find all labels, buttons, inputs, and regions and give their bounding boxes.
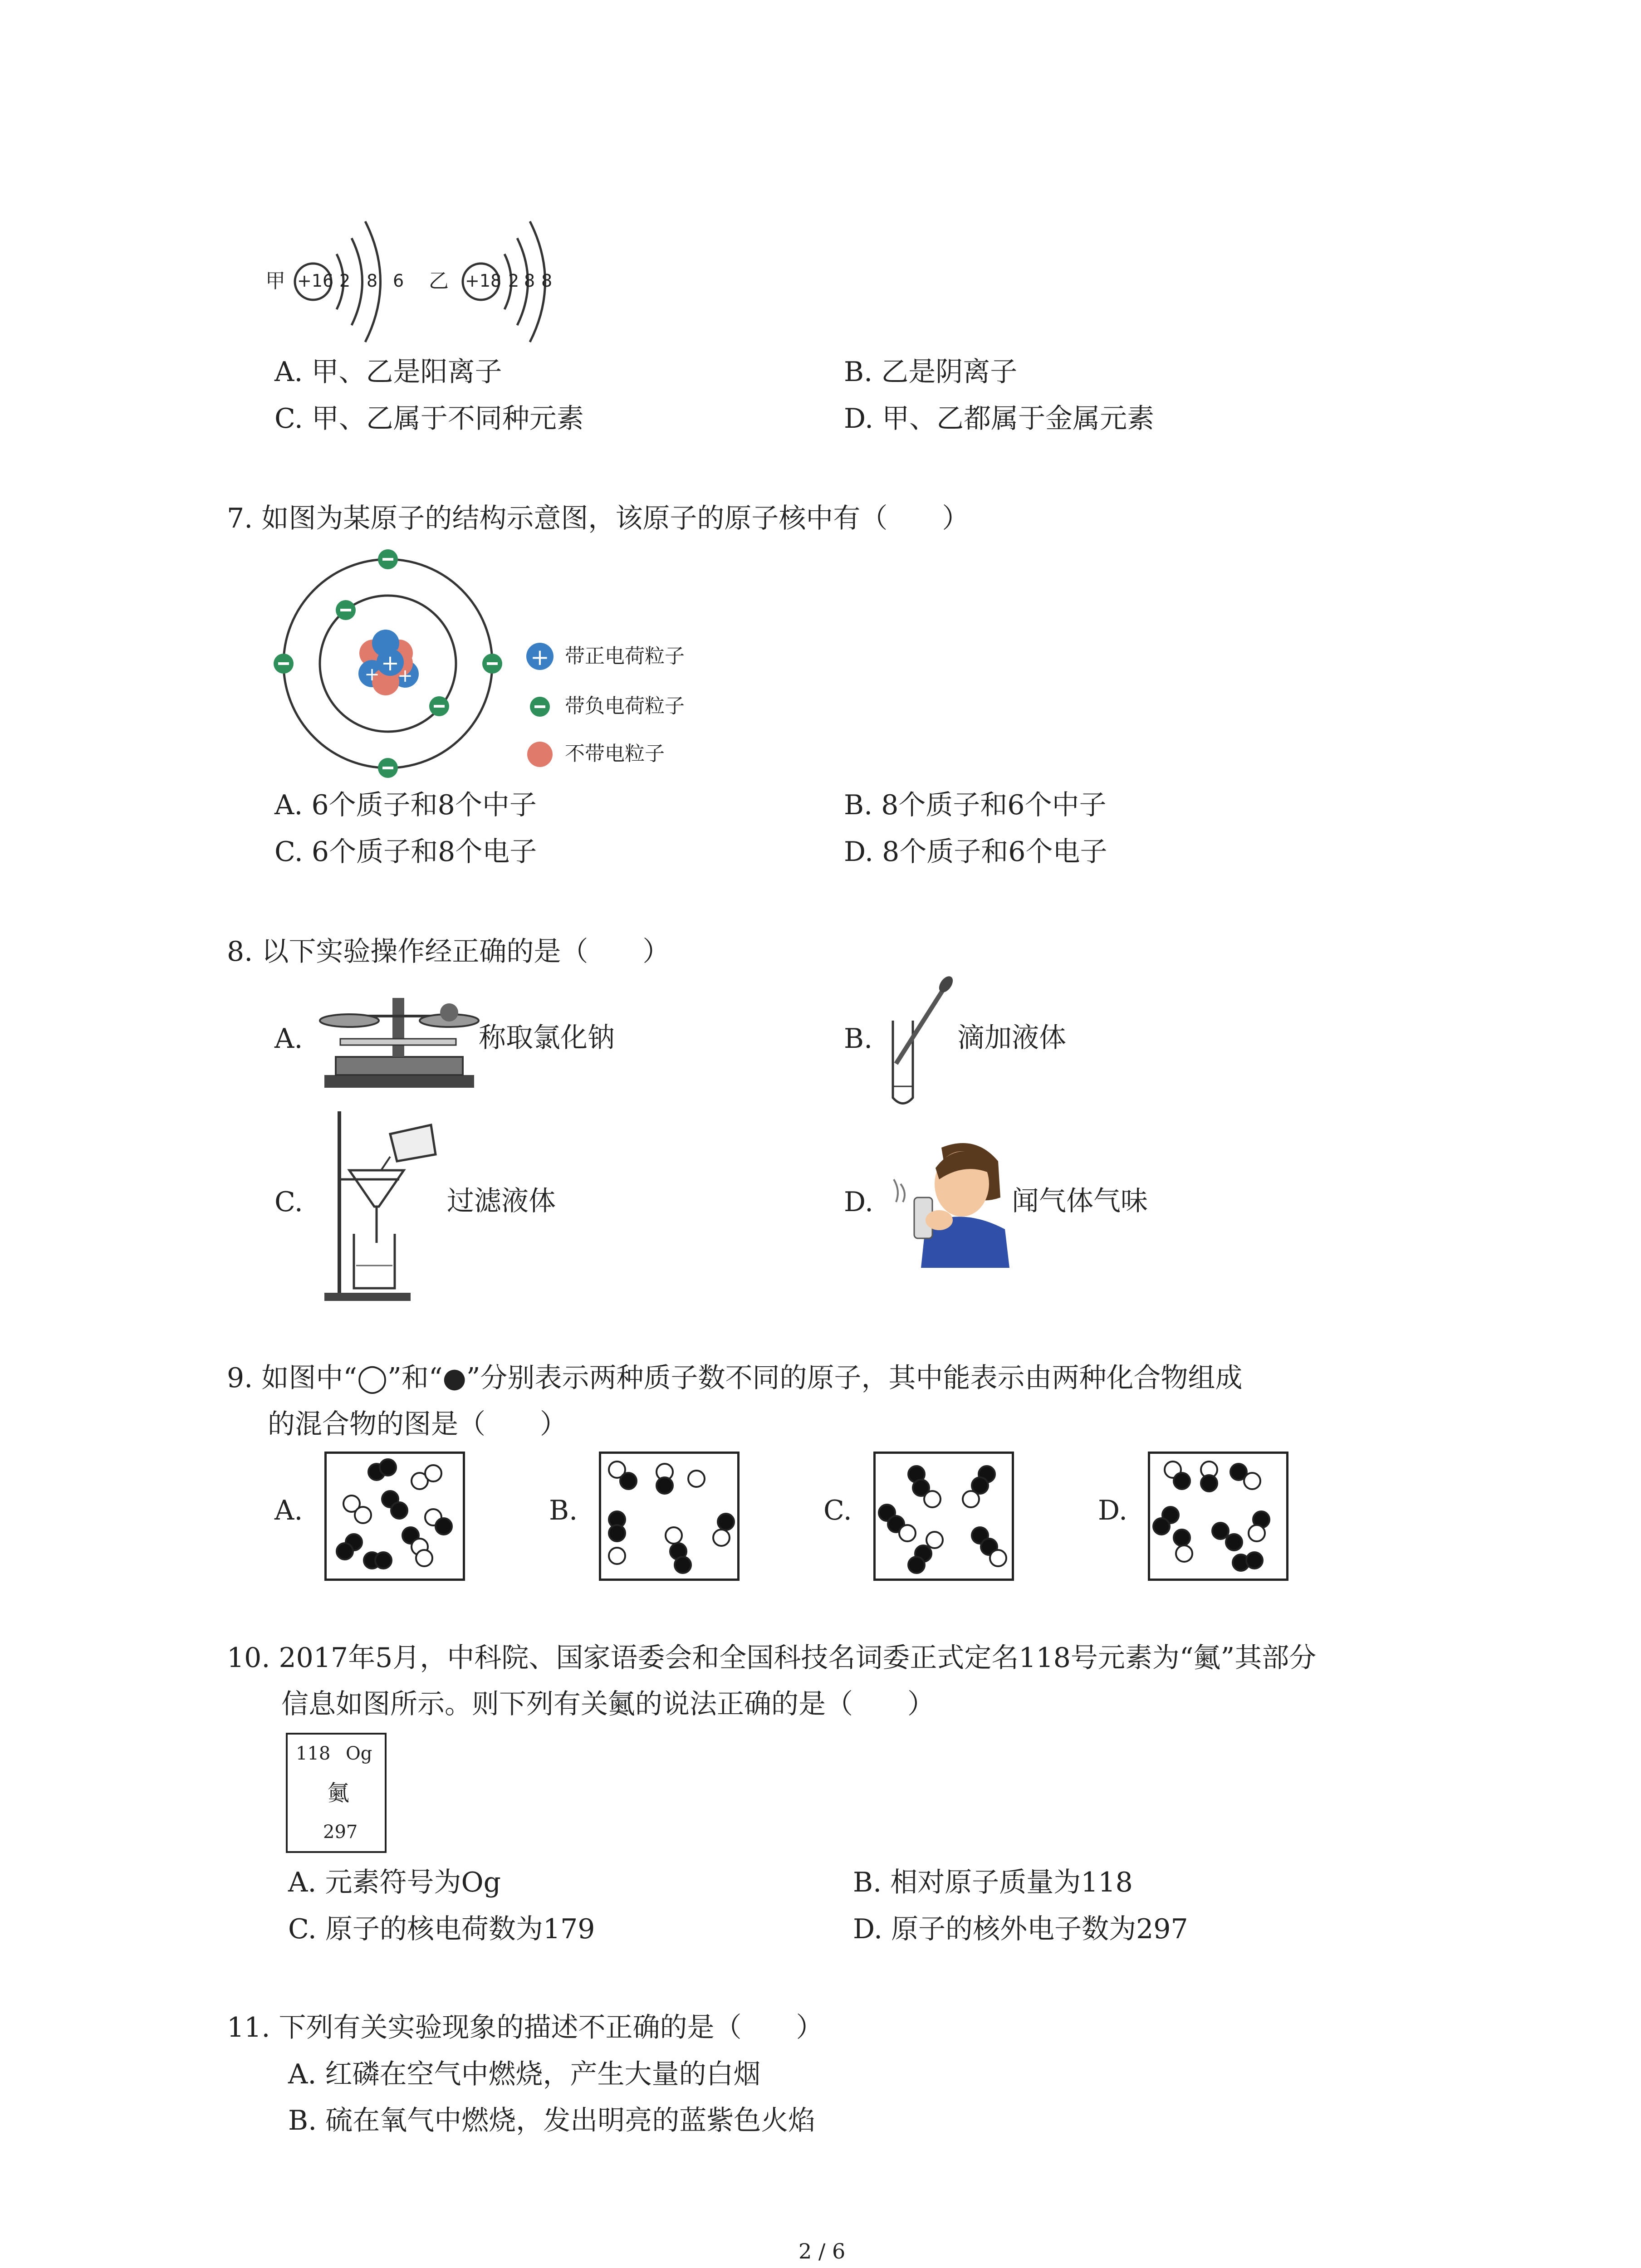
q9-stem-line1: 9. 如图中“◯”和“●”分别表示两种质子数不同的原子，其中能表示由两种化合物组成 <box>227 1362 1243 1394</box>
svg-text:+: + <box>364 664 380 685</box>
q9-option-d[interactable]: D. <box>1098 1495 1128 1526</box>
element-card <box>286 1733 387 1853</box>
q10-option-b[interactable]: B. 相对原子质量为118 <box>853 1867 1133 1898</box>
q8-option-a-letter[interactable]: A. <box>274 1023 303 1055</box>
q6-yi-e2: 8 <box>524 271 535 291</box>
q6-option-a[interactable]: A. 甲、乙是阳离子 <box>274 356 502 388</box>
q6-option-c[interactable]: C. 甲、乙属于不同种元素 <box>274 403 584 435</box>
q8-option-d-letter[interactable]: D. <box>844 1186 874 1218</box>
q6-jia-e1: 2 <box>339 271 351 291</box>
q6-jia-e2: 8 <box>367 271 378 291</box>
q8-option-c[interactable]: 过滤液体 <box>447 1185 556 1217</box>
q8-option-c-letter[interactable]: C. <box>274 1186 303 1218</box>
q7-stem: 7. 如图为某原子的结构示意图，该原子的原子核中有（ ） <box>227 503 970 534</box>
element-number: 118 <box>296 1743 331 1764</box>
q7-option-a[interactable]: A. 6个质子和8个中子 <box>274 789 537 821</box>
q7-legend-neutral: 不带电粒子 <box>565 742 665 765</box>
q6-yi-label: 乙 <box>429 269 449 293</box>
q6-yi-e1: 2 <box>508 271 519 291</box>
q6-yi-nucleus: +18 <box>465 271 502 291</box>
q9-option-a[interactable]: A. <box>274 1495 303 1526</box>
q11-stem: 11. 下列有关实验现象的描述不正确的是（ ） <box>227 2012 823 2043</box>
q10-stem-line1: 10. 2017年5月，中科院、国家语委会和全国科技名词委正式定名118号元素为“鿫”其部分 <box>227 1642 1317 1674</box>
svg-text:+: + <box>397 665 413 686</box>
q8-option-d[interactable]: 闻气体气味 <box>1012 1185 1148 1217</box>
q9-stem-line2: 的混合物的图是（ ） <box>268 1408 567 1440</box>
q11-option-a[interactable]: A. 红磷在空气中燃烧，产生大量的白烟 <box>288 2058 761 2090</box>
q8-stem: 8. 以下实验操作经正确的是（ ） <box>227 936 670 968</box>
q9-option-c[interactable]: C. <box>823 1495 852 1526</box>
element-symbol: Og <box>346 1743 372 1764</box>
q7-option-b[interactable]: B. 8个质子和6个中子 <box>844 789 1107 821</box>
svg-text:+: + <box>530 644 549 670</box>
q10-option-a[interactable]: A. 元素符号为Og <box>288 1867 501 1898</box>
q9-option-b[interactable]: B. <box>549 1495 578 1526</box>
page-number: 2 / 6 <box>798 2239 846 2263</box>
q10-stem-line2: 信息如图所示。则下列有关鿫的说法正确的是（ ） <box>281 1688 935 1720</box>
q10-option-d[interactable]: D. 原子的核外电子数为297 <box>853 1913 1188 1945</box>
q7-legend-negative: 带负电荷粒子 <box>565 694 685 718</box>
q6-jia-e3: 6 <box>393 271 404 291</box>
q6-option-b[interactable]: B. 乙是阴离子 <box>844 356 1018 388</box>
q7-option-c[interactable]: C. 6个质子和8个电子 <box>274 836 537 868</box>
element-name: 鿫 <box>328 1780 350 1806</box>
q7-legend-positive: 带正电荷粒子 <box>565 645 685 668</box>
q11-option-b[interactable]: B. 硫在氧气中燃烧，发出明亮的蓝紫色火焰 <box>288 2105 816 2136</box>
q6-yi-e3: 8 <box>541 271 553 291</box>
q6-jia-label: 甲 <box>265 269 285 293</box>
q8-option-a[interactable]: 称取氯化钠 <box>479 1022 615 1054</box>
svg-text:+: + <box>381 650 400 676</box>
q10-option-c[interactable]: C. 原子的核电荷数为179 <box>288 1913 595 1945</box>
q7-option-d[interactable]: D. 8个质子和6个电子 <box>844 836 1107 868</box>
q6-option-d[interactable]: D. 甲、乙都属于金属元素 <box>844 403 1155 435</box>
q8-option-b-letter[interactable]: B. <box>844 1023 873 1055</box>
element-mass: 297 <box>323 1822 358 1843</box>
q6-jia-nucleus: +16 <box>297 271 334 291</box>
q8-option-b[interactable]: 滴加液体 <box>957 1022 1066 1054</box>
